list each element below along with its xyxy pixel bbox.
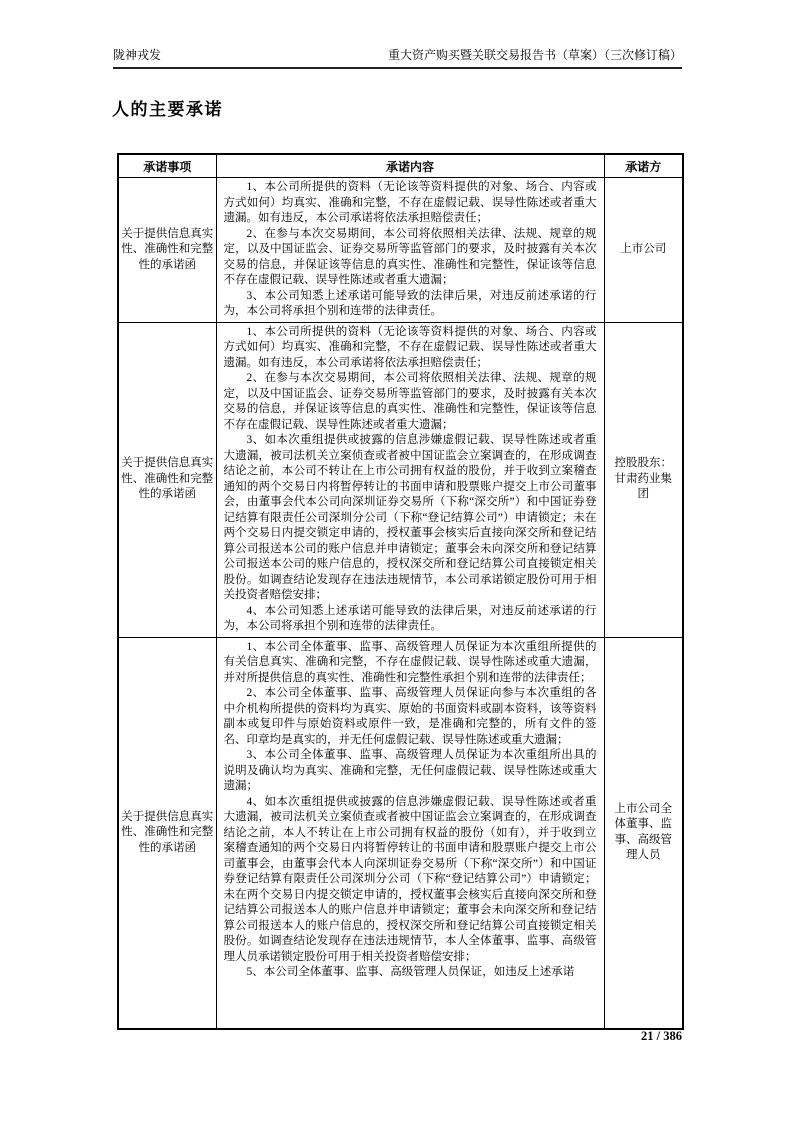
column-header-content: 承诺内容 bbox=[216, 154, 604, 178]
commitment-paragraph: 3、本公司知悉上述承诺可能导致的法律后果，对违反前述承诺的行为，本公司将承担个别和连带的法律责任。 bbox=[223, 289, 597, 317]
commitment-content-cell bbox=[216, 637, 604, 1029]
commitment-paragraph: 2、本公司全体董事、监事、高级管理人员保证向参与本次重组的各中介机构所提供的资料均为真实、原始的书面资料或副本资料，该等资料副本或复印件与原始资料或原件一致，是准确和完整的，所有文件的签名、印章均是真实的，并无任何虚假记载、误导性陈述或重大遗漏； bbox=[223, 687, 597, 746]
header-report-title: 重大资产购买暨关联交易报告书（草案）（三次修订稿） bbox=[387, 48, 682, 62]
table-header-row bbox=[118, 154, 683, 178]
commitment-paragraph: 1、本公司全体董事、监事、高级管理人员保证为本次重组所提供的有关信息真实、准确和完整，不存在虚假记载、误导性陈述或重大遗漏，并对所提供信息的真实性、准确性和完整性承担个别和连带的法律责任； bbox=[223, 640, 597, 684]
page-number: 21 / 386 bbox=[641, 1029, 682, 1043]
commitment-paragraph: 4、本公司知悉上述承诺可能导致的法律后果，对违反前述承诺的行为，本公司将承担个别和连带的法律责任。 bbox=[223, 604, 597, 632]
commitment-paragraph: 1、本公司所提供的资料（无论该等资料提供的对象、场合、内容或方式如何）均真实、准确和完整，不存在虚假记载、误导性陈述或者重大遗漏。如有违反，本公司承诺将依法承担赔偿责任； bbox=[223, 181, 597, 224]
header-company-name: 陇神戎发 bbox=[113, 48, 162, 62]
table-row-listed-company bbox=[118, 178, 683, 323]
commitment-content-cell bbox=[216, 178, 604, 323]
commitment-paragraph: 3、如本次重组提供或披露的信息涉嫌虚假记载、误导性陈述或者重大遗漏，被司法机关立案侦查或者被中国证监会立案调查的，在形成调查结论之前，本公司不转让在上市公司拥有权益的股份，并于收到立案稽查通知的两个交易日内将暂停转让的书面申请和股票账户提交上市公司董事会，由董事会代本公司向深圳证券交易所（下称“深交所”）和中国证券登记结算有限责任公司深圳分公司（下称“登记结算公司”）申请锁定；未在两个交易日内提交锁定申请的，授权董事会核实后直接向深交所和登记结算公司报送本公司的账户信息并申请锁定；董事会未向深交所和登记结算公司报送本公司的账户信息的，授权深交所和登记结算公司直接锁定相关股份。如调查结论发现存在违法违规情节，本公司承诺锁定股份可用于相关投资者赔偿安排； bbox=[223, 434, 597, 601]
clipped-content bbox=[224, 640, 597, 981]
commitment-paragraph: 5、本公司全体董事、监事、高级管理人员保证，如违反上述承诺 bbox=[246, 966, 575, 978]
commitment-paragraph: 2、在参与本次交易期间，本公司将依照相关法律、法规、规章的规定，以及中国证监会、证券交易所等监管部门的要求，及时披露有关本次交易的信息，并保证该等信息的真实性、准确性和完整性，保证该等信息不存在虚假记载、误导性陈述或者重大遗漏； bbox=[223, 227, 597, 286]
commitment-paragraph: 3、本公司全体董事、监事、高级管理人员保证为本次重组所出具的说明及确认均为真实、准确和完整，无任何虚假记载、误导性陈述或重大遗漏； bbox=[223, 749, 597, 792]
commitment-item-cell: 关于提供信息真实性、准确性和完整性的承诺函 bbox=[118, 322, 216, 637]
commitment-item-cell: 关于提供信息真实性、准确性和完整性的承诺函 bbox=[118, 178, 216, 323]
table-row-directors-supervisors bbox=[118, 637, 683, 1029]
commitment-paragraph: 2、在参与本次交易期间，本公司将依照相关法律、法规、规章的规定，以及中国证监会、证券交易所等监管部门的要求，及时披露有关本次交易的信息，并保证该等信息的真实性、准确性和完整性，保证该等信息不存在虚假记载、误导性陈述或者重大遗漏； bbox=[223, 372, 597, 431]
commitments-table bbox=[117, 153, 684, 1030]
table-row-controlling-shareholder bbox=[118, 322, 683, 637]
commitment-party-cell: 上市公司全体董事、监事、高级管理人员 bbox=[604, 637, 683, 1029]
commitment-paragraph: 4、如本次重组提供或披露的信息涉嫌虚假记载、误导性陈述或者重大遗漏，被司法机关立案侦查或者被中国证监会立案调查的，在形成调查结论之前，本人不转让在上市公司拥有权益的股份（如有），并于收到立案稽查通知的两个交易日内将暂停转让的书面申请和股票账户提交上市公司董事会，由董事会代本人向深圳证券交易所（下称“深交所”）和中国证券登记结算有限责任公司深圳分公司（下称“登记结算公司”）申请锁定；未在两个交易日内提交锁定申请的，授权董事会核实后直接向深交所和登记结算公司报送本人的账户信息并申请锁定；董事会未向深交所和登记结算公司报送本人的账户信息的，授权深交所和登记结算公司直接锁定相关股份。如调查结论发现存在违法违规情节，本人全体董事、监事、高级管理人员承诺锁定股份可用于相关投资者赔偿安排； bbox=[223, 795, 597, 963]
commitment-content-cell bbox=[216, 322, 604, 637]
section-title: 人的主要承诺 bbox=[112, 100, 223, 119]
commitment-item-cell: 关于提供信息真实性、准确性和完整性的承诺函 bbox=[118, 637, 216, 1029]
commitment-paragraph: 1、本公司所提供的资料（无论该等资料提供的对象、场合、内容或方式如何）均真实、准确和完整，不存在虚假记载、误导性陈述或者重大遗漏。如有违反，本公司承诺将依法承担赔偿责任； bbox=[223, 325, 597, 369]
column-header-item: 承诺事项 bbox=[118, 154, 216, 178]
commitment-party-cell: 控股股东：甘肃药业集团 bbox=[604, 322, 683, 637]
column-header-party: 承诺方 bbox=[604, 154, 683, 178]
commitment-party-cell: 上市公司 bbox=[604, 178, 683, 323]
page-header bbox=[113, 48, 682, 69]
